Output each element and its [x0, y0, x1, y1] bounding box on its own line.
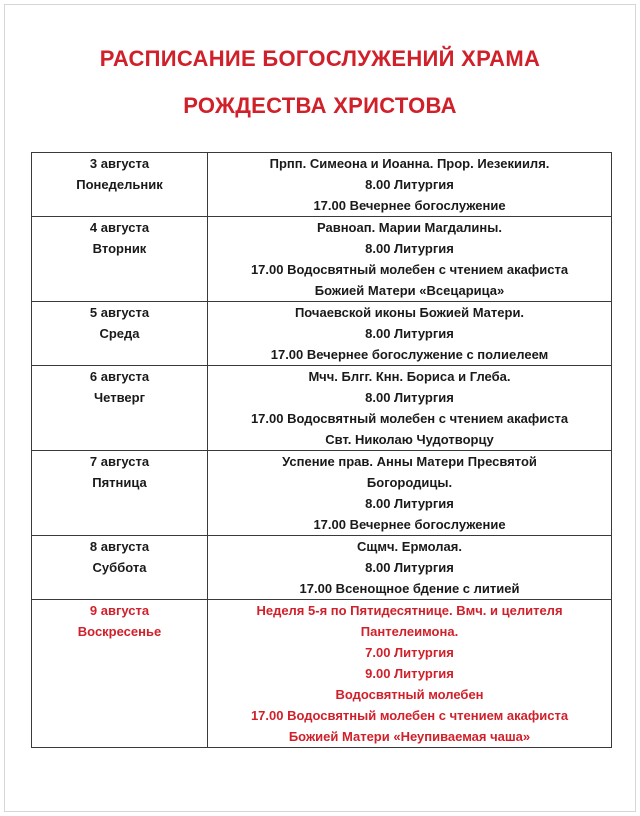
- service-line: Почаевской иконы Божией Матери.: [294, 305, 525, 320]
- day-cell: [32, 451, 208, 536]
- day-cell: [32, 153, 208, 217]
- service-line: 8.00 Литургия: [365, 496, 454, 511]
- day-cell: [32, 600, 208, 748]
- service-line: 7.00 Литургия: [365, 645, 454, 660]
- service-line: 17.00 Вечернее богослужение: [313, 517, 506, 532]
- service-line: 17.00 Вечернее богослужение: [313, 198, 506, 213]
- schedule-row-sunday: [32, 600, 612, 748]
- day-cell: [32, 536, 208, 600]
- service-line: 8.00 Литургия: [365, 390, 454, 405]
- schedule-row-saturday: [32, 536, 612, 600]
- schedule-row-wednesday: [32, 302, 612, 366]
- day-cell: [32, 217, 208, 302]
- page-title-line-2: РОЖДЕСТВА ХРИСТОВА: [183, 93, 457, 118]
- day-cell: [32, 366, 208, 451]
- weekday-label: Пятница: [92, 475, 147, 490]
- schedule-row-thursday: [32, 366, 612, 451]
- date-label: 6 августа: [89, 369, 150, 384]
- services-cell: [208, 451, 612, 536]
- weekday-label: Четверг: [94, 390, 145, 405]
- service-line: 17.00 Водосвятный молебен с чтением акафиста: [250, 262, 569, 277]
- service-line: Мчч. Блгг. Кнн. Бориса и Глеба.: [308, 369, 511, 384]
- service-line: Равноап. Марии Магдалины.: [316, 220, 502, 235]
- schedule-table: [31, 152, 612, 748]
- service-line: Успение прав. Анны Матери Пресвятой: [282, 454, 537, 469]
- schedule-row-friday: [32, 451, 612, 536]
- services-cell: [208, 536, 612, 600]
- service-line: Богородицы.: [366, 475, 453, 490]
- date-label: 4 августа: [89, 220, 150, 235]
- page-title-line-1: РАСПИСАНИЕ БОГОСЛУЖЕНИЙ ХРАМА: [99, 46, 541, 71]
- service-line: 17.00 Водосвятный молебен с чтением акафиста: [250, 708, 569, 723]
- weekday-label: Воскресенье: [77, 624, 162, 639]
- schedule-row-monday: [32, 153, 612, 217]
- services-cell: [208, 302, 612, 366]
- schedule-row-tuesday: [32, 217, 612, 302]
- services-cell: [208, 366, 612, 451]
- weekday-label: Понедельник: [76, 177, 163, 192]
- service-line: 8.00 Литургия: [365, 326, 454, 341]
- services-cell: [208, 153, 612, 217]
- service-line: Свт. Николаю Чудотворцу: [325, 432, 494, 447]
- weekday-label: Вторник: [92, 241, 147, 256]
- service-line: Божией Матери «Всецарица»: [314, 283, 505, 298]
- weekday-label: Суббота: [92, 560, 147, 575]
- service-line: Сщмч. Ермолая.: [357, 539, 462, 554]
- service-line: Пантелеимона.: [360, 624, 459, 639]
- service-line: Неделя 5-я по Пятидесятнице. Вмч. и целителя: [256, 603, 563, 618]
- date-label: 3 августа: [89, 156, 150, 171]
- service-line: 8.00 Литургия: [365, 560, 454, 575]
- date-label: 9 августа: [89, 603, 150, 618]
- service-line: 8.00 Литургия: [365, 177, 454, 192]
- weekday-label: Среда: [99, 326, 140, 341]
- service-line: Водосвятный молебен: [335, 687, 484, 702]
- date-label: 8 августа: [89, 539, 150, 554]
- date-label: 7 августа: [89, 454, 150, 469]
- date-label: 5 августа: [89, 305, 150, 320]
- service-line: Прпп. Симеона и Иоанна. Прор. Иезекииля.: [269, 156, 550, 171]
- service-line: 17.00 Всенощное бдение с литией: [299, 581, 520, 596]
- service-line: 17.00 Водосвятный молебен с чтением акафиста: [250, 411, 569, 426]
- services-cell: [208, 600, 612, 748]
- service-line: 9.00 Литургия: [365, 666, 454, 681]
- day-cell: [32, 302, 208, 366]
- service-line: 17.00 Вечернее богослужение с полиелеем: [270, 347, 549, 362]
- service-line: Божией Матери «Неупиваемая чаша»: [288, 729, 531, 744]
- services-cell: [208, 217, 612, 302]
- service-line: 8.00 Литургия: [365, 241, 454, 256]
